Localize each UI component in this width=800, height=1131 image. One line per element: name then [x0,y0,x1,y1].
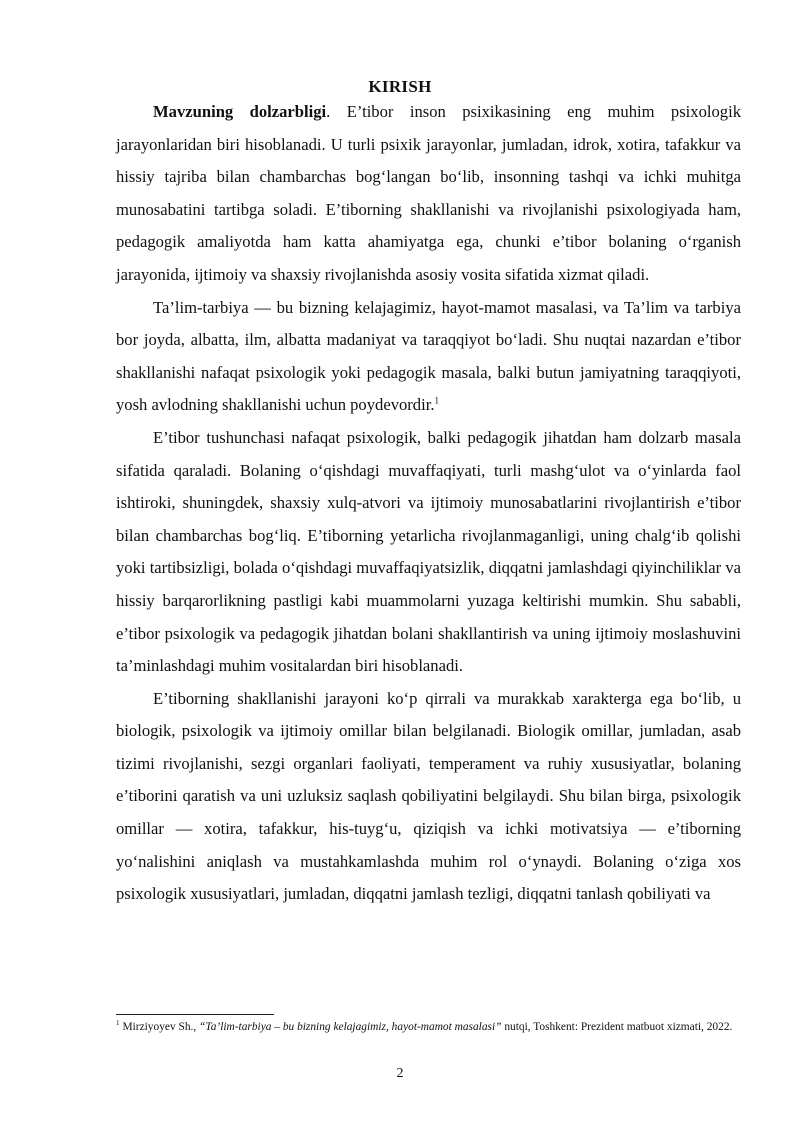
footnote-source: nutqi, Toshkent: Prezident matbuot xizmati, 2022. [504,1021,733,1033]
footnote-reference[interactable]: 1 [434,395,439,406]
paragraph [116,683,741,911]
paragraph [116,422,741,683]
paragraph [116,292,741,422]
footnote-author: Mirziyoyev Sh., [122,1021,197,1033]
paragraph-lead: Mavzuning dolzarbligi [153,102,327,121]
paragraph-text: Ta’lim-tarbiya — bu bizning kelajagimiz, hayot-mamot masalasi, va Ta’lim va tarbiya bor joyda, albatta, ilm, albatta madaniyat va taraqqiyot bo‘ladi. Shu nuqtai nazardan e’tibor shakllanishi nafaqat psixologik yoki pedagogik masala, balki butun jamiyatning taraqqiyoti, yosh avlodning shakllanishi uchun poydevordir. [116,297,741,415]
page-title: KIRISH [368,77,432,96]
paragraph-text: E’tibor tushunchasi nafaqat psixologik, balki pedagogik jihatdan ham dolzarb masala sifatida qaraladi. Bolaning o‘qishdagi muvaffaqiyati, turli mashg‘ulot va o‘yinlarda faol ishtiroki, shuningdek, shaxsiy xulq-atvori va ijtimoiy munosabatlarini rivojlantirish e’tibor bilan chambarchas bog‘liq. E’tiborning yetarlicha rivojlanmaganligi, uning chalg‘ib qolishi yoki tartibsizligi, bolada o‘qishdagi muvaffaqiyatsizlik, diqqatni jamlashdagi qiyinchiliklar va hissiy barqarorlikning pastligi kabi muammolarni yuzaga keltirishi mumkin. Shu sababli, e’tibor psixologik va pedagogik jihatdan bolani shakllantirish va uning ijtimoiy moslashuvini ta’minlashdagi muhim vositalardan biri hisoblanadi. [116,427,741,676]
page-number: 2 [396,1066,404,1081]
footnote-number: 1 [116,1019,120,1028]
footnote-title: “Ta’lim-tarbiya – bu bizning kelajagimiz, hayot-mamot masalasi” [199,1021,502,1033]
footnote [116,1019,741,1035]
paragraph-text: E’tiborning shakllanishi jarayoni ko‘p qirrali va murakkab xarakterga ega bo‘lib, u biologik, psixologik va ijtimoiy omillar bilan belgilanadi. Biologik omillar, jumladan, asab tizimi rivojlanishi, sezgi organlari faoliyati, temperament va ruhiy xususiyatlar, bolaning e’tiborini qaratish va uni uzluksiz saqlash qobiliyatini belgilaydi. Shu bilan birga, psixologik omillar — xotira, tafakkur, his-tuyg‘u, qiziqish va ichki motivatsiya — e’tiborning yo‘nalishini aniqlash va mustahkamlashda muhim rol o‘ynaydi. Bolaning o‘ziga xos psixologik xususiyatlari, jumladan, diqqatni jamlash tezligi, diqqatni tanlash qobiliyati va [116,688,741,904]
paragraph [116,96,741,292]
footnote-divider [116,1014,274,1015]
body-text [116,96,741,911]
paragraph-text: . E’tibor inson psixikasining eng muhim psixologik jarayonlaridan biri hisoblanadi. U turli psixik jarayonlar, jumladan, idrok, xotira, tafakkur va hissiy tajriba bilan chambarchas bog‘langan bo‘lib, insonning tashqi va ichki muhitga munosabatini tartibga soladi. E’tiborning shakllanishi va rivojlanishi psixologiyada ham, pedagogik amaliyotda ham katta ahamiyatga ega, chunki e’tibor bolaning o‘rganish jarayonida, ijtimoiy va shaxsiy rivojlanishda asosiy vosita sifatida xizmat qiladi. [116,102,741,284]
